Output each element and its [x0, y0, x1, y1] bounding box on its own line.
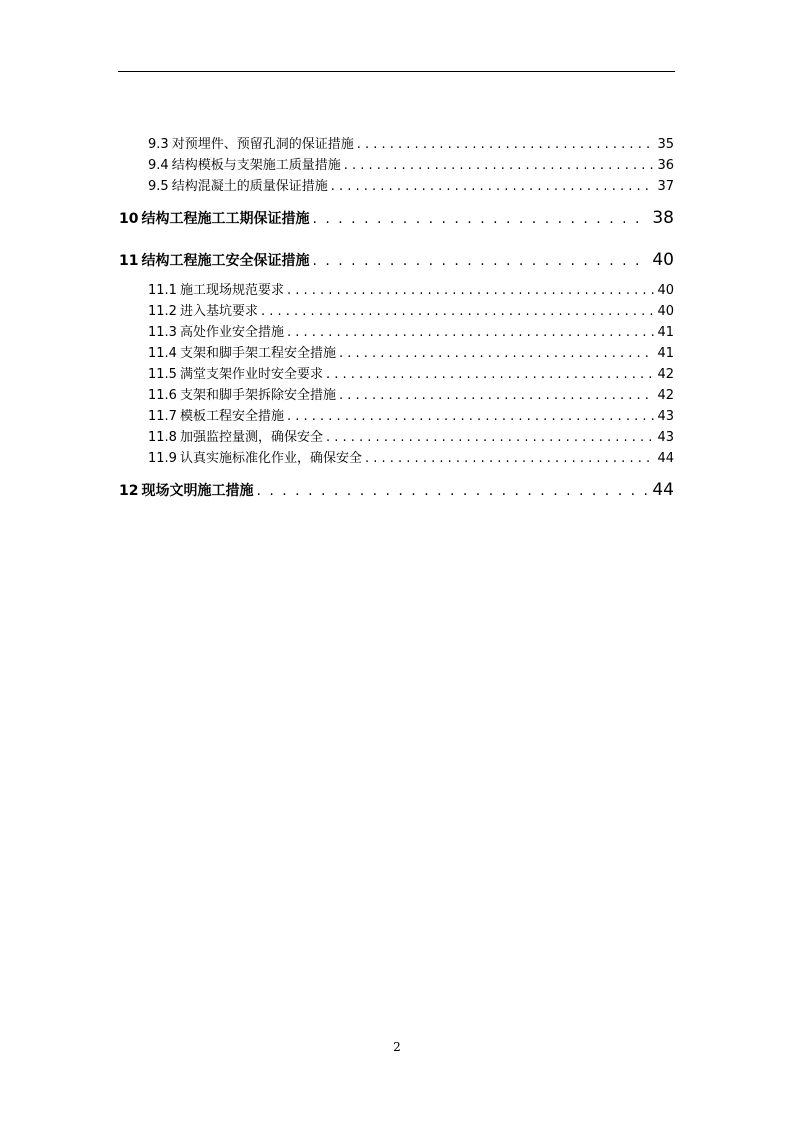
toc-entry-title: 支架和脚手架拆除安全措施 — [179, 388, 336, 403]
toc-entry-11-1[interactable] — [148, 281, 674, 301]
toc-entry-page: 40 — [652, 250, 674, 270]
toc-entry-11-7[interactable] — [148, 407, 674, 427]
toc-dot-leader — [365, 449, 654, 469]
toc-entry-title: 结构工程施工安全保证措施 — [141, 253, 310, 269]
toc-entry-11-6[interactable] — [148, 386, 674, 406]
toc-entry-title: 结构模板与支架施工质量措施 — [171, 158, 341, 173]
toc-entry-page: 38 — [652, 208, 674, 228]
toc-entry-number: 11.4 — [148, 346, 177, 361]
toc-entry-title: 支架和脚手架工程安全措施 — [179, 346, 336, 361]
toc-entry-number: 9.5 — [148, 179, 169, 194]
toc-entry-title: 模板工程安全措施 — [179, 409, 284, 424]
toc-entry-page: 37 — [657, 179, 674, 194]
toc-dot-leader — [326, 428, 654, 448]
toc-entry-number: 11.5 — [148, 367, 177, 382]
toc-dot-leader — [326, 365, 654, 385]
toc-entry-title: 认真实施标准化作业，确保安全 — [179, 451, 362, 466]
toc-entry-number: 11.6 — [148, 388, 177, 403]
toc-entry-page: 41 — [657, 346, 674, 361]
toc-dot-leader — [339, 344, 654, 364]
page-number: 2 — [393, 1040, 401, 1054]
toc-dot-leader — [287, 407, 654, 427]
toc-entry-number: 11.1 — [148, 283, 177, 298]
toc-entry-11-3[interactable] — [148, 323, 674, 343]
toc-entry-11-9[interactable] — [148, 449, 674, 469]
toc-dot-leader — [287, 281, 654, 301]
toc-entry-title: 结构混凝土的质量保证措施 — [171, 179, 328, 194]
toc-entry-page: 40 — [657, 304, 674, 319]
toc-entry-page: 40 — [657, 283, 674, 298]
toc-entry-11-5[interactable] — [148, 365, 674, 385]
toc-entry-page: 36 — [657, 158, 674, 173]
toc-entry-12[interactable] — [119, 479, 674, 501]
toc-dot-leader — [357, 135, 655, 155]
toc-entry-9-5[interactable] — [148, 177, 674, 197]
toc-entry-page: 41 — [657, 325, 674, 340]
toc-entry-title: 满堂支架作业时安全要求 — [179, 367, 323, 382]
toc-entry-number: 11.7 — [148, 409, 177, 424]
toc-entry-title: 进入基坑要求 — [179, 304, 258, 319]
toc-entry-title: 现场文明施工措施 — [141, 483, 254, 499]
toc-entry-page: 44 — [657, 451, 674, 466]
toc-entry-number: 11.2 — [148, 304, 177, 319]
toc-dot-leader — [312, 208, 649, 230]
toc-entry-title: 结构工程施工工期保证措施 — [141, 211, 310, 227]
toc-entry-9-3[interactable] — [148, 135, 674, 155]
toc-entry-title: 加强监控量测，确保安全 — [179, 430, 323, 445]
toc-entry-number: 11.8 — [148, 430, 177, 445]
toc-entry-11-8[interactable] — [148, 428, 674, 448]
toc-entry-page: 35 — [657, 137, 674, 152]
toc-entry-page: 42 — [657, 388, 674, 403]
toc-entry-title: 对预埋件、预留孔洞的保证措施 — [171, 137, 354, 152]
toc-entry-11-2[interactable] — [148, 302, 674, 322]
toc-dot-leader — [261, 302, 654, 322]
toc-entry-page: 44 — [652, 480, 674, 500]
toc-entry-number: 9.3 — [148, 137, 169, 152]
toc-dot-leader — [256, 480, 649, 502]
toc-entry-number: 9.4 — [148, 158, 169, 173]
toc-dot-leader — [344, 156, 655, 176]
toc-dot-leader — [287, 323, 654, 343]
toc-entry-11-4[interactable] — [148, 344, 674, 364]
toc-dot-leader — [312, 250, 649, 272]
toc-entry-page: 42 — [657, 367, 674, 382]
toc-entry-title: 施工现场规范要求 — [179, 283, 284, 298]
toc-dot-leader — [331, 177, 655, 197]
toc-entry-10[interactable] — [119, 207, 674, 229]
toc-dot-leader — [339, 386, 654, 406]
toc-entry-page: 43 — [657, 430, 674, 445]
toc-entry-number: 11.9 — [148, 451, 177, 466]
toc-entry-number: 11.3 — [148, 325, 177, 340]
toc-entry-number: 11 — [119, 253, 139, 269]
toc-entry-11[interactable] — [119, 249, 674, 271]
toc-entry-title: 高处作业安全措施 — [179, 325, 284, 340]
toc-entry-number: 12 — [119, 483, 139, 499]
toc-entry-9-4[interactable] — [148, 156, 674, 176]
toc-entry-page: 43 — [657, 409, 674, 424]
toc-entry-number: 10 — [119, 211, 139, 227]
